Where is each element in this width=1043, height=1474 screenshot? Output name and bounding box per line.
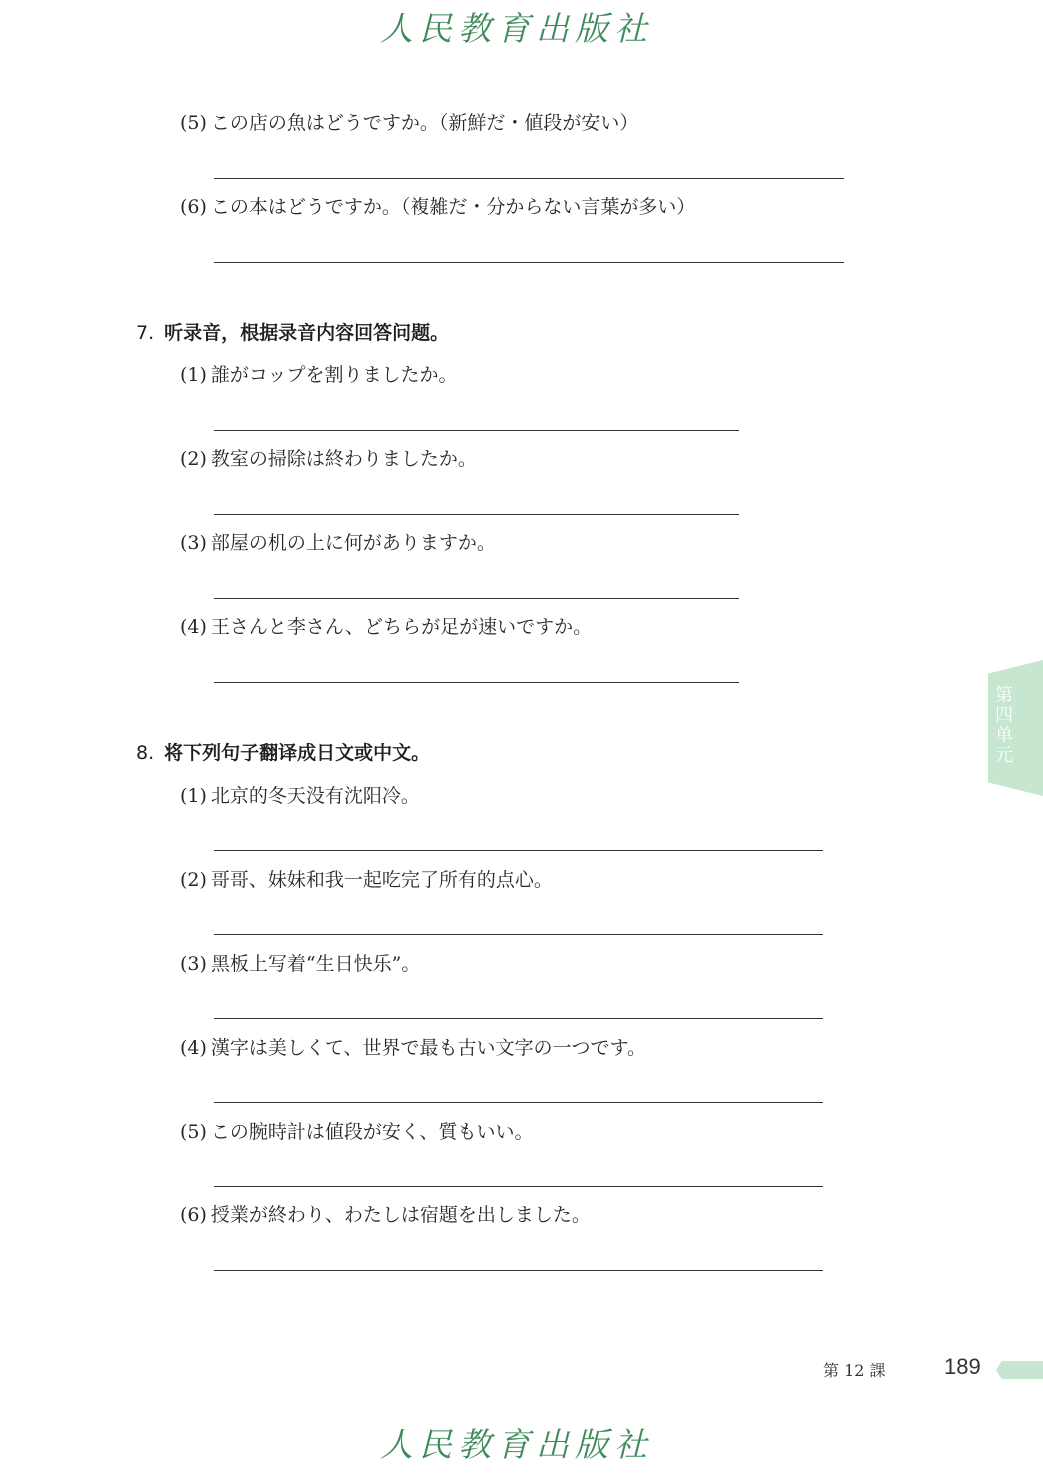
item-text: 哥哥、妹妹和我一起吃完了所有的点心。: [210, 869, 553, 891]
item-number: (3): [180, 532, 207, 554]
section-number: 7.: [136, 322, 155, 344]
exercise-item: [180, 783, 420, 809]
item-text: 王さんと李さん、どちらが足が速いですか。: [210, 616, 593, 638]
answer-line[interactable]: [214, 430, 739, 431]
section-heading: [136, 740, 430, 766]
item-number: (3): [180, 953, 207, 975]
item-number: (1): [180, 785, 207, 807]
item-text: 黑板上写着“生日快乐”。: [210, 953, 421, 975]
unit-tab-label: 第四单元: [995, 685, 1013, 766]
exercise-item: [180, 1119, 534, 1145]
exercise-item: [180, 1035, 646, 1061]
answer-line[interactable]: [214, 682, 739, 683]
section-title: 将下列句子翻译成日文或中文。: [164, 742, 431, 764]
exercise-item: [180, 1202, 591, 1228]
answer-line[interactable]: [214, 1018, 823, 1019]
item-number: (5): [180, 1121, 207, 1143]
item-text: 北京的冬天没有沈阳冷。: [210, 785, 420, 807]
publisher-logo-header: 人民教育出版社: [380, 9, 653, 48]
item-text: 漢字は美しくて、世界で最も古い文字の一つです。: [210, 1037, 647, 1059]
answer-line[interactable]: [214, 1102, 823, 1103]
item-number: (2): [180, 448, 207, 470]
exercise-item: [180, 110, 638, 136]
item-text: この本はどうですか。（複雑だ・分からない言葉が多い）: [210, 196, 696, 218]
answer-line[interactable]: [214, 262, 844, 263]
section-title: 听录音，根据录音内容回答问题。: [164, 322, 450, 344]
exercise-item: [180, 530, 496, 556]
item-text: この腕時計は値段が安く、質もいい。: [210, 1121, 534, 1143]
answer-line[interactable]: [214, 1186, 823, 1187]
section-number: 8.: [136, 742, 155, 764]
answer-line[interactable]: [214, 934, 823, 935]
item-text: 部屋の机の上に何がありますか。: [210, 532, 496, 554]
section-heading: [136, 320, 449, 346]
publisher-logo-footer: 人民教育出版社: [380, 1425, 653, 1464]
footer-accent-bar: [996, 1361, 1043, 1379]
item-number: (2): [180, 869, 207, 891]
item-text: 誰がコップを割りましたか。: [210, 364, 458, 386]
item-number: (4): [180, 1037, 207, 1059]
item-number: (6): [180, 1204, 207, 1226]
item-text: この店の魚はどうですか。（新鮮だ・値段が安い）: [210, 112, 639, 134]
exercise-item: [180, 951, 420, 977]
answer-line[interactable]: [214, 850, 823, 851]
item-text: 授業が終わり、わたしは宿題を出しました。: [210, 1204, 591, 1226]
exercise-item: [180, 867, 553, 893]
item-number: (6): [180, 196, 207, 218]
item-number: (1): [180, 364, 207, 386]
item-number: (5): [180, 112, 207, 134]
answer-line[interactable]: [214, 514, 739, 515]
exercise-item: [180, 362, 458, 388]
lesson-label: 第 12 課: [823, 1361, 886, 1380]
item-number: (4): [180, 616, 207, 638]
exercise-item: [180, 194, 695, 220]
answer-line[interactable]: [214, 178, 844, 179]
answer-line[interactable]: [214, 598, 739, 599]
answer-line[interactable]: [214, 1270, 823, 1271]
item-text: 教室の掃除は終わりましたか。: [210, 448, 477, 470]
exercise-item: [180, 614, 592, 640]
exercise-item: [180, 446, 477, 472]
page-number: 189: [944, 1354, 981, 1379]
